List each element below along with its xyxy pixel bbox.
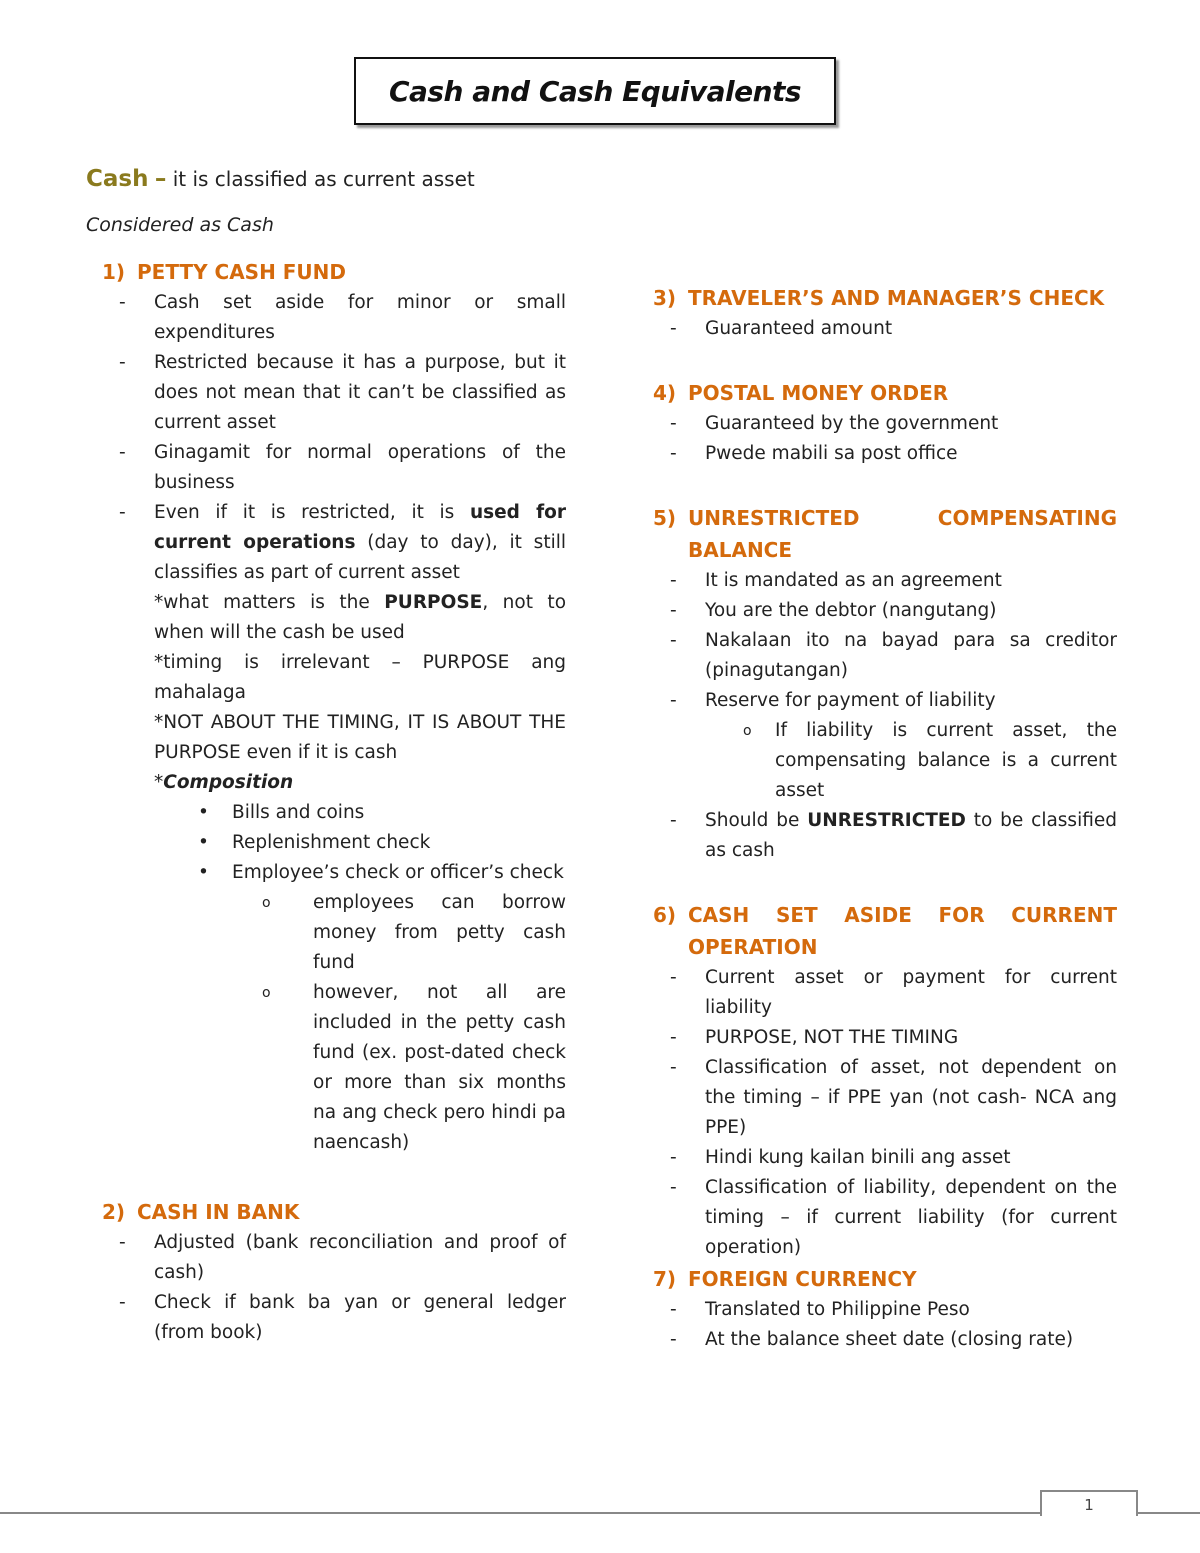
cash-dash: – [154, 166, 167, 192]
cash-heading [86, 166, 475, 192]
section-title-foreign-currency: 7) FOREIGN CURRENCY [653, 1267, 917, 1291]
section-title-travelers-check: 3) TRAVELER’S AND MANAGER’S CHECK [653, 286, 1105, 310]
list-item: - Nakalaan ito na bayad para sa creditor (pinagutangan) [670, 630, 1117, 681]
note-not-timing: *NOT ABOUT THE TIMING, IT IS ABOUT THE PURPOSE even if it is cash [154, 712, 566, 763]
list-item: - Even if it is restricted, it is used for current operations (day to day), it still classifies as part of current asset [119, 502, 566, 583]
list-item: - Classification of liability, dependent on the timing – if current liability (for current operation) [670, 1177, 1117, 1258]
sub-bullet-item: o however, not all are included in the petty cash fund (ex. post-dated check or more than six months na ang check pero hindi pa naencash) [262, 982, 566, 1153]
section-title-petty-cash: 1) PETTY CASH FUND [102, 260, 347, 284]
list-item: - Adjusted (bank reconciliation and proof of cash) [119, 1232, 566, 1283]
list-item: - Guaranteed amount [670, 318, 893, 339]
list-item: - Check if bank ba yan or general ledger (from book) [119, 1292, 566, 1343]
list-item: - Restricted because it has a purpose, but it does not mean that it can’t be classified as current asset [119, 352, 566, 433]
cash-word: Cash [86, 166, 149, 192]
page-number: 1 [1040, 1490, 1138, 1516]
sub-bullet-item: o If liability is current asset, the compensating balance is a current asset [743, 720, 1117, 801]
section-title-compensating-balance: 5) UNRESTRICTED COMPENSATING BALANCE [653, 506, 1117, 562]
left-column [102, 256, 566, 1348]
footer-rule [0, 1512, 1200, 1514]
cash-description: it is classified as current asset [172, 167, 475, 191]
list-item: - Guaranteed by the government [670, 413, 999, 434]
bullet-item: • Bills and coins [198, 802, 365, 823]
list-item: - It is mandated as an agreement [670, 570, 1002, 591]
list-item: - Current asset or payment for current liability [670, 967, 1117, 1018]
list-item: - Reserve for payment of liability [670, 690, 996, 711]
list-item: - Ginagamit for normal operations of the business [119, 442, 566, 493]
list-item: - At the balance sheet date (closing rate) [670, 1329, 1074, 1350]
section-title-cash-set-aside: 6) CASH SET ASIDE FOR CURRENT OPERATION [653, 903, 1117, 959]
document-title: Cash and Cash Equivalents [388, 74, 802, 108]
right-column [653, 282, 1117, 1355]
list-item: - You are the debtor (nangutang) [670, 600, 997, 621]
list-item: - PURPOSE, NOT THE TIMING [670, 1027, 959, 1048]
bullet-item: • Employee’s check or officer’s check [198, 862, 564, 883]
section-title-postal-money-order: 4) POSTAL MONEY ORDER [653, 381, 949, 405]
note-timing: *timing is irrelevant – PURPOSE ang mahalaga [154, 652, 566, 703]
considered-heading: Considered as Cash [86, 214, 274, 236]
note-purpose: *what matters is the PURPOSE, not to when will the cash be used [154, 592, 567, 643]
list-item: - Hindi kung kailan binili ang asset [670, 1147, 1011, 1168]
list-item: - Cash set aside for minor or small expenditures [119, 292, 566, 343]
sub-bullet-item: o employees can borrow money from petty cash fund [262, 892, 566, 973]
document-title-box [354, 57, 836, 125]
bullet-item: • Replenishment check [198, 832, 431, 853]
composition-heading: *Composition [154, 772, 294, 793]
list-item: - Translated to Philippine Peso [670, 1299, 970, 1320]
list-item: - Pwede mabili sa post office [670, 443, 958, 464]
section-title-cash-in-bank: 2) CASH IN BANK [102, 1200, 300, 1224]
list-item: - Classification of asset, not dependent on the timing – if PPE yan (not cash- NCA ang PPE) [670, 1057, 1117, 1138]
list-item: - Should be UNRESTRICTED to be classified as cash [670, 810, 1117, 861]
